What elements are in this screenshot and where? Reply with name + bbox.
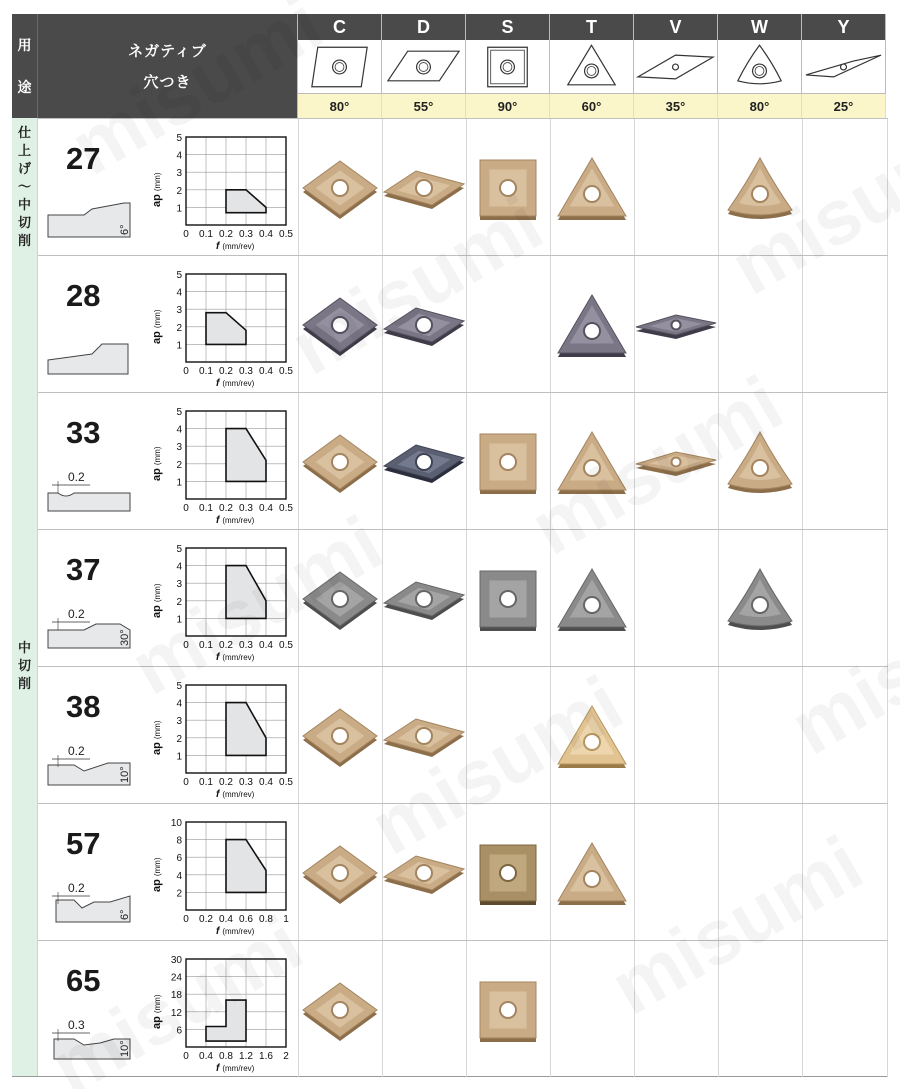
- x-axis-label: [216, 926, 255, 937]
- use-header-char: 途: [17, 79, 32, 95]
- column-divider: [634, 804, 635, 940]
- x-tick-label: 0.3: [239, 503, 253, 514]
- y-axis-label: [151, 857, 163, 892]
- insert-image-d: [382, 559, 466, 639]
- x-axis-unit: (mm/rev): [222, 653, 255, 662]
- x-axis-label: [216, 789, 255, 800]
- x-tick-label: 1: [283, 914, 289, 925]
- column-divider: [802, 393, 803, 529]
- table-row: [38, 392, 888, 529]
- x-axis-symbol: f: [216, 241, 220, 252]
- shape-letter-s: S: [466, 14, 550, 40]
- y-tick-label: 10: [170, 818, 182, 829]
- x-axis-symbol: f: [216, 1063, 220, 1074]
- use-header-char: 用: [17, 37, 32, 53]
- use-group-char: 仕: [17, 124, 31, 140]
- y-tick-label: 3: [176, 579, 182, 591]
- x-tick-label: 0.2: [219, 503, 233, 514]
- x-axis-label: [216, 378, 255, 389]
- x-tick-label: 0.5: [279, 777, 293, 788]
- table-row: [38, 666, 888, 803]
- edge-profile: [44, 467, 140, 522]
- y-axis-unit: (mm): [153, 309, 162, 329]
- y-axis-label: [151, 172, 163, 207]
- rhombic-80-insert-icon: [298, 40, 382, 94]
- x-tick-label: 0.1: [199, 640, 213, 651]
- y-axis-symbol: ap: [151, 1016, 163, 1029]
- range-chart-wrap: [150, 943, 300, 1080]
- y-axis-symbol: ap: [151, 605, 163, 618]
- edge-profile: [44, 1015, 140, 1070]
- insert-image-c: [298, 559, 382, 639]
- cutter-code: 38: [66, 689, 101, 724]
- y-axis-unit: (mm): [153, 583, 162, 603]
- insert-image-c: [298, 833, 382, 913]
- range-chart-wrap: [150, 395, 300, 532]
- use-group-char: 上: [17, 142, 31, 158]
- profile-angle-label: 6°: [119, 224, 131, 235]
- cutter-code: 27: [66, 141, 101, 176]
- profile-width-label: 0.2: [68, 744, 85, 758]
- shape-letter-y: Y: [802, 14, 886, 40]
- column-divider: [718, 667, 719, 803]
- insert-image-d: [382, 285, 466, 365]
- insert-image-s: [466, 148, 550, 228]
- type-header: [38, 14, 298, 118]
- insert-image-c: [298, 422, 382, 502]
- x-axis-label: [216, 652, 255, 663]
- use-group-char: げ: [17, 160, 31, 176]
- x-tick-label: 0.3: [239, 777, 253, 788]
- use-column-header: [12, 14, 38, 118]
- x-tick-label: 0.4: [199, 1051, 213, 1062]
- y-tick-label: 1: [176, 203, 182, 215]
- insert-image-s: [466, 559, 550, 639]
- shape-angle-d: 55°: [382, 94, 466, 118]
- column-divider: [802, 256, 803, 392]
- x-axis-unit: (mm/rev): [222, 242, 255, 251]
- x-tick-label: 0: [183, 1051, 189, 1062]
- insert-selection-table: [12, 14, 888, 1077]
- insert-image-c: [298, 148, 382, 228]
- y-tick-label: 1: [176, 614, 182, 626]
- x-tick-label: 0: [183, 640, 189, 651]
- insert-image-t: [550, 696, 634, 776]
- range-chart: [150, 258, 300, 390]
- profile-width-label: 0.2: [68, 470, 85, 484]
- column-divider: [887, 667, 888, 803]
- insert-image-d: [382, 148, 466, 228]
- y-tick-label: 24: [170, 972, 182, 984]
- column-divider: [718, 804, 719, 940]
- x-axis-symbol: f: [216, 378, 220, 389]
- column-divider: [466, 667, 467, 803]
- x-tick-label: 0.5: [279, 366, 293, 377]
- use-group-char: 中: [17, 196, 31, 212]
- y-tick-label: 30: [170, 955, 182, 966]
- x-tick-label: 0.4: [259, 503, 273, 514]
- range-chart: [150, 121, 300, 253]
- applicable-range-area: [206, 313, 246, 345]
- insert-image-d: [382, 696, 466, 776]
- use-group-medium: [12, 255, 38, 1077]
- type-subtitle: 穴つき: [143, 74, 192, 91]
- table-row: [38, 529, 888, 666]
- column-divider: [802, 667, 803, 803]
- column-divider: [802, 804, 803, 940]
- table-row: [38, 940, 888, 1077]
- range-chart: [150, 395, 300, 527]
- y-tick-label: 5: [176, 681, 182, 692]
- triangle-insert-icon: [550, 40, 634, 94]
- y-axis-label: [151, 309, 163, 344]
- applicable-range-area: [226, 190, 266, 213]
- applicable-range-area: [226, 703, 266, 756]
- y-tick-label: 5: [176, 270, 182, 281]
- x-axis-unit: (mm/rev): [222, 1064, 255, 1073]
- x-tick-label: 0: [183, 503, 189, 514]
- y-tick-label: 5: [176, 544, 182, 555]
- y-axis-unit: (mm): [153, 172, 162, 192]
- edge-profile: [44, 741, 140, 796]
- table-row: [38, 803, 888, 940]
- insert-image-t: [550, 285, 634, 365]
- x-tick-label: 0.3: [239, 229, 253, 240]
- x-tick-label: 0.5: [279, 640, 293, 651]
- shape-letter-d: D: [382, 14, 466, 40]
- x-tick-label: 0.2: [219, 366, 233, 377]
- table-row: [38, 118, 888, 255]
- edge-profile: [44, 604, 140, 659]
- chart-frame: [186, 274, 286, 362]
- use-group-char: 削: [17, 676, 31, 691]
- profile-angle-label: 10°: [119, 766, 131, 783]
- x-tick-label: 0.1: [199, 229, 213, 240]
- profile-width-label: 0.2: [68, 607, 85, 621]
- insert-image-w: [718, 559, 802, 639]
- x-tick-label: 0.8: [259, 914, 273, 925]
- use-group-finishing-medium: [12, 118, 38, 255]
- range-chart: [150, 806, 300, 938]
- column-divider: [887, 119, 888, 255]
- y-axis-symbol: ap: [151, 331, 163, 344]
- y-tick-label: 12: [170, 1007, 182, 1019]
- applicable-range-area: [226, 840, 266, 893]
- insert-image-t: [550, 148, 634, 228]
- use-group-char: 切: [17, 658, 31, 673]
- y-tick-label: 8: [176, 835, 182, 847]
- column-divider: [887, 393, 888, 529]
- shape-angle-w: 80°: [718, 94, 802, 118]
- shape-angle-t: 60°: [550, 94, 634, 118]
- rhombic-55-insert-icon: [382, 40, 466, 94]
- use-group-char: 削: [17, 232, 31, 248]
- shape-letter-t: T: [550, 14, 634, 40]
- y-tick-label: 1: [176, 340, 182, 352]
- shape-letter-c: C: [298, 14, 382, 40]
- y-tick-label: 2: [176, 596, 182, 608]
- edge-profile: [44, 193, 140, 248]
- column-divider: [802, 119, 803, 255]
- x-axis-unit: (mm/rev): [222, 379, 255, 388]
- y-tick-label: 5: [176, 133, 182, 144]
- insert-image-w: [718, 422, 802, 502]
- x-tick-label: 0.4: [259, 229, 273, 240]
- x-tick-label: 0.1: [199, 503, 213, 514]
- table-row: [38, 255, 888, 392]
- column-divider: [802, 941, 803, 1077]
- insert-image-c: [298, 970, 382, 1050]
- x-tick-label: 2: [283, 1051, 289, 1062]
- column-divider: [802, 530, 803, 666]
- y-tick-label: 4: [176, 424, 182, 436]
- x-tick-label: 0.2: [199, 914, 213, 925]
- y-tick-label: 2: [176, 185, 182, 197]
- column-divider: [718, 941, 719, 1077]
- range-chart: [150, 943, 300, 1075]
- column-divider: [634, 667, 635, 803]
- column-divider: [718, 256, 719, 392]
- y-axis-symbol: ap: [151, 468, 163, 481]
- x-axis-symbol: f: [216, 789, 220, 800]
- insert-image-c: [298, 285, 382, 365]
- x-tick-label: 0.3: [239, 366, 253, 377]
- column-divider: [550, 941, 551, 1077]
- y-tick-label: 2: [176, 322, 182, 334]
- profile-angle-label: 30°: [119, 629, 131, 646]
- column-divider: [887, 804, 888, 940]
- square-insert-icon: [466, 40, 550, 94]
- x-axis-label: [216, 241, 255, 252]
- y-tick-label: 4: [176, 870, 182, 882]
- y-tick-label: 5: [176, 407, 182, 418]
- insert-image-s: [466, 422, 550, 502]
- insert-image-s: [466, 833, 550, 913]
- y-axis-symbol: ap: [151, 194, 163, 207]
- insert-image-d: [382, 422, 466, 502]
- x-axis-label: [216, 1063, 255, 1074]
- rhombic-35-insert-icon: [634, 40, 718, 94]
- y-tick-label: 3: [176, 716, 182, 728]
- type-title: ネガティブ: [128, 43, 207, 60]
- x-tick-label: 0.6: [239, 914, 253, 925]
- column-divider: [887, 530, 888, 666]
- y-axis-unit: (mm): [153, 994, 162, 1014]
- y-axis-label: [151, 720, 163, 755]
- x-tick-label: 0: [183, 366, 189, 377]
- insert-image-t: [550, 422, 634, 502]
- y-tick-label: 2: [176, 459, 182, 471]
- x-axis-symbol: f: [216, 515, 220, 526]
- range-chart: [150, 669, 300, 801]
- x-axis-symbol: f: [216, 652, 220, 663]
- column-divider: [887, 256, 888, 392]
- y-axis-symbol: ap: [151, 742, 163, 755]
- x-tick-label: 0.2: [219, 640, 233, 651]
- insert-image-s: [466, 970, 550, 1050]
- x-axis-symbol: f: [216, 926, 220, 937]
- applicable-range-area: [206, 1000, 246, 1041]
- shape-letter-v: V: [634, 14, 718, 40]
- insert-image-t: [550, 833, 634, 913]
- x-tick-label: 0.3: [239, 640, 253, 651]
- cutter-code: 33: [66, 415, 101, 450]
- range-chart-wrap: [150, 121, 300, 258]
- y-axis-label: [151, 583, 163, 618]
- y-axis-label: [151, 446, 163, 481]
- y-axis-unit: (mm): [153, 446, 162, 466]
- use-group-char: 切: [17, 214, 31, 230]
- profile-angle-label: 10°: [119, 1040, 131, 1057]
- y-tick-label: 2: [176, 888, 182, 900]
- range-chart-wrap: [150, 532, 300, 669]
- y-tick-label: 3: [176, 305, 182, 317]
- x-axis-label: [216, 515, 255, 526]
- y-tick-label: 3: [176, 168, 182, 180]
- y-tick-label: 1: [176, 477, 182, 489]
- insert-image-c: [298, 696, 382, 776]
- y-axis-label: [151, 994, 163, 1029]
- insert-image-v: [634, 285, 718, 365]
- range-chart: [150, 532, 300, 664]
- edge-profile: [44, 330, 140, 385]
- x-tick-label: 0: [183, 229, 189, 240]
- y-tick-label: 18: [170, 990, 182, 1002]
- profile-width-label: 0.2: [68, 881, 85, 895]
- y-tick-label: 6: [176, 853, 182, 865]
- x-tick-label: 0.4: [259, 640, 273, 651]
- x-axis-unit: (mm/rev): [222, 927, 255, 936]
- x-tick-label: 0.5: [279, 503, 293, 514]
- x-tick-label: 0.4: [259, 777, 273, 788]
- x-tick-label: 0.2: [219, 777, 233, 788]
- insert-image-w: [718, 148, 802, 228]
- y-axis-unit: (mm): [153, 857, 162, 877]
- column-divider: [634, 530, 635, 666]
- column-divider: [887, 941, 888, 1077]
- x-axis-unit: (mm/rev): [222, 790, 255, 799]
- y-tick-label: 4: [176, 561, 182, 573]
- applicable-range-area: [226, 429, 266, 482]
- shape-angle-y: 25°: [802, 94, 886, 118]
- cutter-code: 65: [66, 963, 101, 998]
- rhombic-25-insert-icon: [802, 40, 886, 94]
- x-tick-label: 0.1: [199, 366, 213, 377]
- x-tick-label: 0.4: [219, 914, 233, 925]
- shape-letter-w: W: [718, 14, 802, 40]
- column-divider: [634, 941, 635, 1077]
- shape-angle-c: 80°: [298, 94, 382, 118]
- x-tick-label: 0.5: [279, 229, 293, 240]
- x-tick-label: 0.8: [219, 1051, 233, 1062]
- range-chart-wrap: [150, 669, 300, 806]
- cutter-code: 57: [66, 826, 101, 861]
- use-group-char: 〜: [17, 178, 31, 194]
- y-tick-label: 3: [176, 442, 182, 454]
- cutter-code: 37: [66, 552, 101, 587]
- x-axis-unit: (mm/rev): [222, 516, 255, 525]
- y-tick-label: 4: [176, 698, 182, 710]
- x-tick-label: 0.4: [259, 366, 273, 377]
- y-tick-label: 4: [176, 287, 182, 299]
- range-chart-wrap: [150, 806, 300, 943]
- y-axis-unit: (mm): [153, 720, 162, 740]
- y-tick-label: 1: [176, 751, 182, 763]
- y-axis-symbol: ap: [151, 879, 163, 892]
- profile-width-label: 0.3: [68, 1018, 85, 1032]
- edge-profile: [44, 878, 140, 933]
- y-tick-label: 6: [176, 1025, 182, 1037]
- x-tick-label: 0.2: [219, 229, 233, 240]
- shape-angle-v: 35°: [634, 94, 718, 118]
- insert-image-d: [382, 833, 466, 913]
- x-tick-label: 0.1: [199, 777, 213, 788]
- x-tick-label: 0: [183, 777, 189, 788]
- x-tick-label: 1.2: [239, 1051, 253, 1062]
- column-divider: [466, 256, 467, 392]
- insert-image-t: [550, 559, 634, 639]
- profile-angle-label: 6°: [119, 909, 131, 920]
- x-tick-label: 0: [183, 914, 189, 925]
- use-group-char: 中: [17, 640, 31, 655]
- cutter-code: 28: [66, 278, 101, 313]
- trigon-insert-icon: [718, 40, 802, 94]
- insert-image-v: [634, 422, 718, 502]
- column-divider: [382, 941, 383, 1077]
- x-tick-label: 1.6: [259, 1051, 273, 1062]
- column-divider: [634, 119, 635, 255]
- range-chart-wrap: [150, 258, 300, 395]
- shape-angle-s: 90°: [466, 94, 550, 118]
- y-tick-label: 2: [176, 733, 182, 745]
- y-tick-label: 4: [176, 150, 182, 162]
- applicable-range-area: [226, 566, 266, 619]
